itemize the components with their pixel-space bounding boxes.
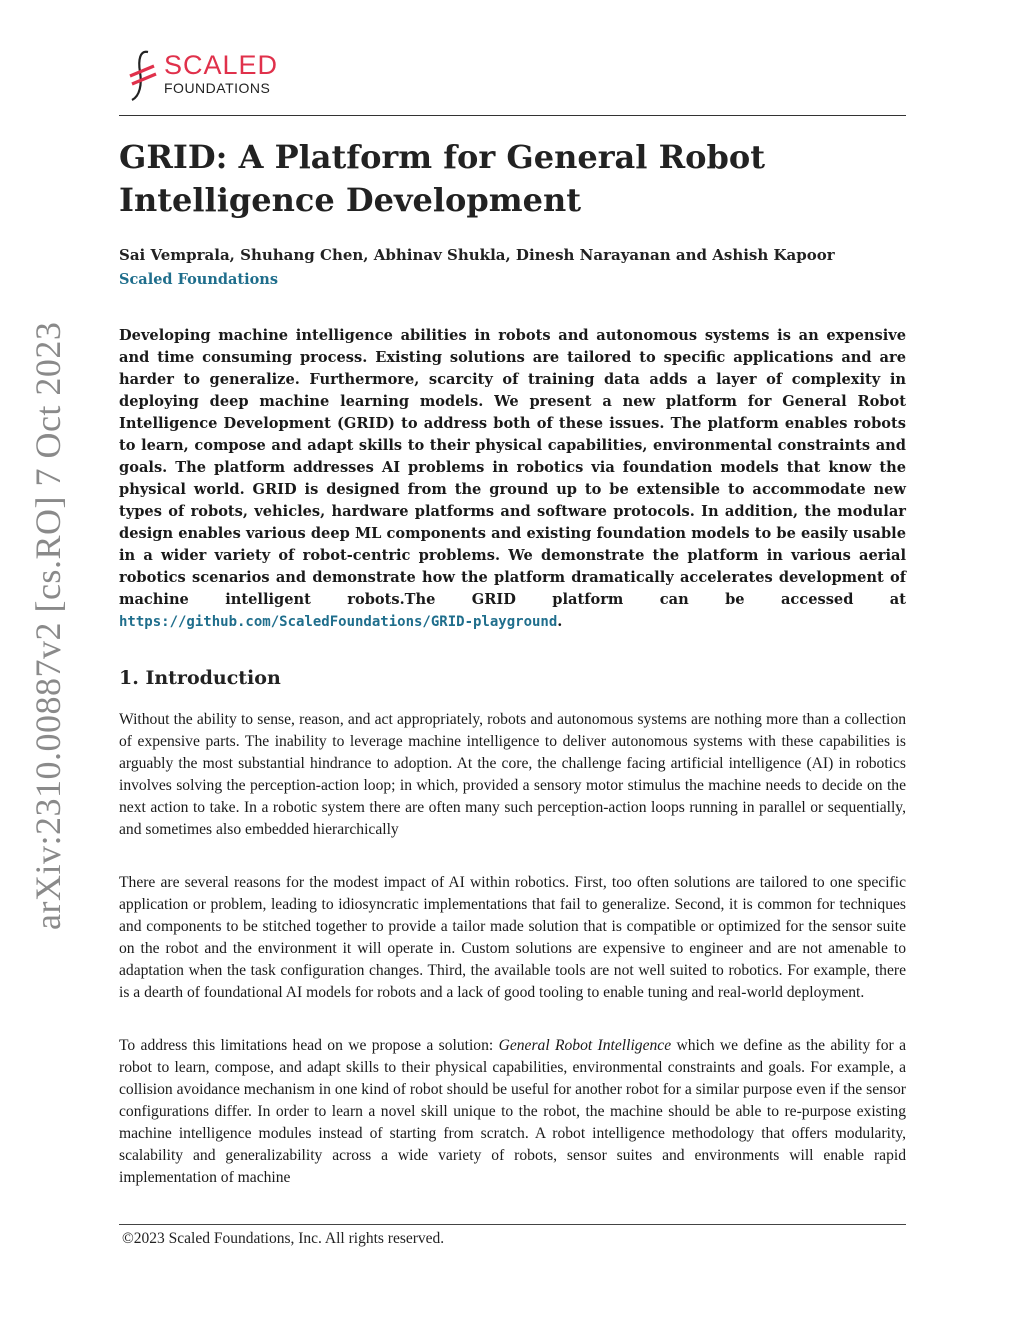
- section-heading-introduction: 1. Introduction: [119, 667, 281, 689]
- footer-divider: [119, 1224, 906, 1225]
- p3-start: To address this limitations head on we propose a solution:: [119, 1037, 499, 1054]
- copyright-footer: ©2023 Scaled Foundations, Inc. All rights reserved.: [122, 1230, 445, 1247]
- abstract-text: Developing machine intelligence abilities in robots and autonomous systems is an expensive and time consuming process. Existing solutions are tailored to specific applications and are harder to generalize. Furthermore, scarcity of training data adds a layer of complexity in deploying deep machine learning models. We present a new platform for General Robot Intelligence Development (GRID) to address both of these issues. The platform enables robots to learn, compose and adapt skills to their physical capabilities, environmental constraints and goals. The platform addresses AI problems in robotics via foundation models that know the physical world. GRID is designed from the ground up to be extensible to accommodate new types of robots, vehicles, hardware platforms and software protocols. In addition, the modular design enables various deep ML components and existing foundation models to be easily usable in a wider variety of robot-centric problems. We demonstrate the platform in various aerial robotics scenarios and demonstrate how the platform dramatically accelerates development of machine intelligent robots.The GRID platform can be accessed at: [119, 327, 906, 608]
- abstract: [119, 325, 906, 633]
- arxiv-stamp: arXiv:2310.00887v2 [cs.RO] 7 Oct 2023: [28, 321, 68, 930]
- company-logo: [126, 46, 296, 104]
- p3-rest: which we define as the ability for a robot to learn, compose, and adapt skills to their physical capabilities, environmental constraints and goals. For example, a collision avoidance mechanism in one kind of robot should be useful for another robot for a similar purpose even if the sensor configurations differ. In order to learn a novel skill unique to the robot, the machine should be able to re-purpose existing machine intelligence modules instead of starting from scratch. A robot intelligence methodology that offers modularity, scalability and generalizability across a wide variety of robots, sensor suites and environments will enable rapid implementation of machine: [119, 1037, 906, 1186]
- repo-link[interactable]: https://github.com/ScaledFoundations/GRID-playground: [119, 614, 558, 630]
- header-divider: [119, 115, 906, 116]
- logo-wordmark-bottom: FOUNDATIONS: [164, 80, 271, 96]
- intro-paragraph-3: [119, 1035, 906, 1189]
- logo-wordmark-top: SCALED: [164, 50, 279, 80]
- abstract-end: .: [557, 613, 563, 630]
- scaled-foundations-logo-icon: [126, 46, 160, 104]
- author-list: Sai Vemprala, Shuhang Chen, Abhinav Shukla, Dinesh Narayanan and Ashish Kapoor: [119, 246, 835, 264]
- p3-emphasis: General Robot Intelligence: [498, 1037, 672, 1054]
- intro-paragraph-1: Without the ability to sense, reason, and act appropriately, robots and autonomous systems are nothing more than a collection of expensive parts. The inability to leverage machine intelligence to deliver autonomous systems with these capabilities is arguably the most substantial hindrance to adoption. At the core, the challenge facing artificial intelligence (AI) in robotics involves solving the perception-action loop; in which, provided a sensory motor stimulus the machine needs to decide on the next action to take. In a robotic system there are often many such perception-action loops running in parallel or sequentially, and sometimes also embedded hierarchically: [119, 711, 906, 838]
- affiliation: Scaled Foundations: [119, 271, 278, 288]
- intro-paragraph-2: There are several reasons for the modest impact of AI within robotics. First, too often solutions are tailored to one specific application or problem, leading to idiosyncratic implementations that fail to generalize. Second, it is common for techniques and components to be stitched together to provide a tailor made solution that is compatible or optimized for the sensor suite on the robot and the environment it will operate in. Custom solutions are expensive to engineer and are not amenable to adaptation when the task configuration changes. Third, the available tools are not well suited to robotics. For example, there is a dearth of foundational AI models for robots and a lack of good tooling to enable tuning and real-world deployment.: [119, 874, 906, 1001]
- paper-title: GRID: A Platform for General Robot Intelligence Development: [119, 138, 766, 219]
